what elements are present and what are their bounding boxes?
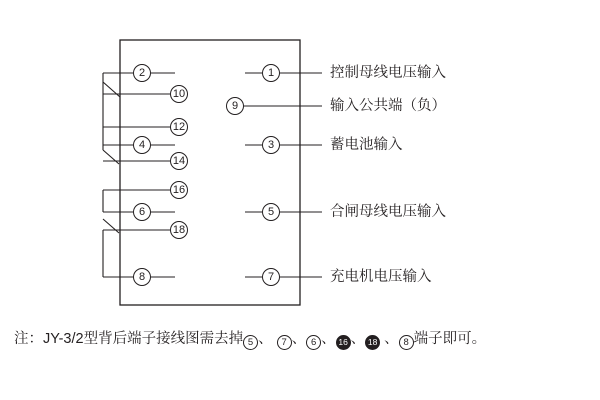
terminal-7 [262,268,280,286]
terminal-5 [262,203,280,221]
footnote-terminal-7: 7 [277,335,292,350]
terminal-12 [170,118,188,136]
terminal-label: 10 [172,87,186,100]
footnote-sep-1: 、 [258,331,273,347]
terminal-label: 7 [267,270,275,283]
label-closing-bus-voltage-input: 合闸母线电压输入 [330,204,446,220]
label-battery-input: 蓄电池输入 [330,137,403,153]
terminal-label: 3 [267,138,275,151]
terminal-label: 4 [138,138,146,151]
terminal-label: 5 [267,205,275,218]
terminal-label: 1 [267,66,275,79]
terminal-label: 6 [138,205,146,218]
footnote-sep-5: 、 [384,331,399,347]
footnote-sep-4: 、 [350,331,366,347]
terminal-label: 12 [172,120,186,133]
label-input-common-negative: 输入公共端（负） [330,98,446,114]
terminal-3 [262,136,280,154]
footnote-terminal-5: 5 [243,335,258,350]
footnote-sep-3: 、 [321,331,336,347]
terminal-4 [133,136,151,154]
terminal-label: 16 [172,183,186,196]
terminal-1 [262,64,280,82]
footnote [14,330,486,350]
terminal-label: 14 [172,154,186,167]
footnote-terminal-8: 8 [399,335,414,350]
label-control-bus-voltage-input: 控制母线电压输入 [330,65,446,81]
terminal-8 [133,268,151,286]
footnote-prefix: 注：JY-3/2型背后端子接线图需去掉 [14,331,244,347]
terminal-6 [133,203,151,221]
footnote-terminal-18: 18 [365,335,380,350]
label-charger-voltage-input: 充电机电压输入 [330,269,432,285]
terminal-label: 8 [138,270,146,283]
footnote-suffix: 端子即可。 [413,331,487,347]
terminal-2 [133,64,151,82]
terminal-label: 18 [172,223,186,236]
terminal-14 [170,152,188,170]
terminal-9 [226,97,244,115]
terminal-label: 9 [231,99,239,112]
footnote-sep-2: 、 [291,331,307,347]
terminal-10 [170,85,188,103]
terminal-label: 2 [138,66,146,79]
footnote-terminal-16: 16 [336,335,351,350]
footnote-terminal-6: 6 [306,335,321,350]
terminal-18 [170,221,188,239]
terminal-16 [170,181,188,199]
